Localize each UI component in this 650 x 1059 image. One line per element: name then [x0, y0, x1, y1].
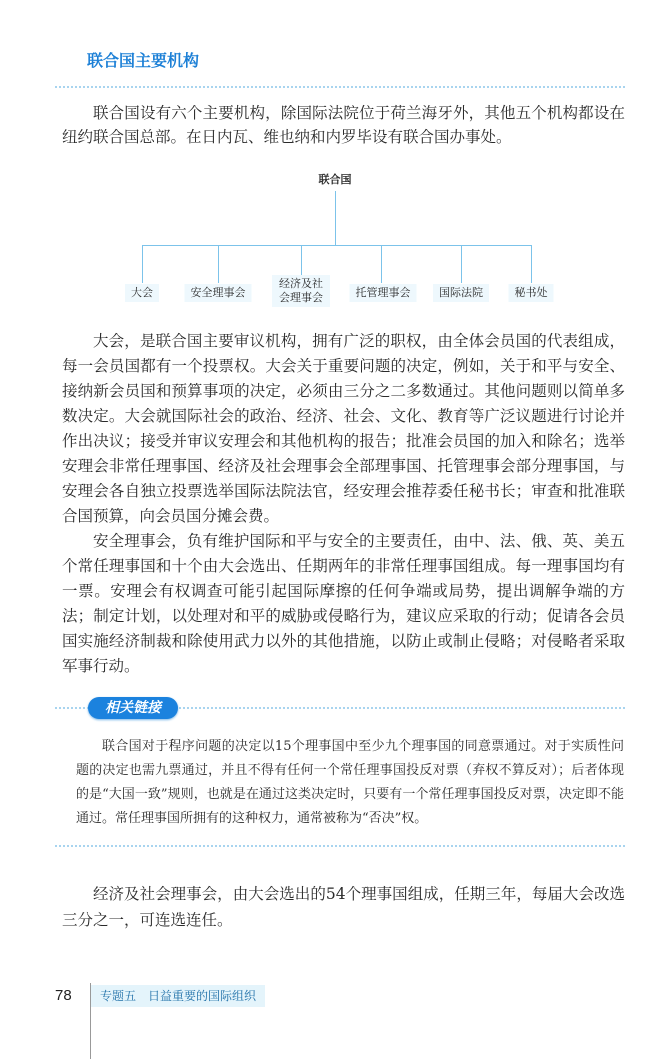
body-paragraphs: [62, 329, 625, 679]
paragraph-general-assembly: 大会，是联合国主要审议机构，拥有广泛的职权，由全体会员国的代表组成，每一会员国都有一个投票权。大会关于重要问题的决定，例如，关于和平与安全、接纳新会员国和预算事项的决定，必须由三分之二多数通过。其他问题则以简单多数决定。大会就国际社会的政治、经济、社会、文化、教育等广泛议题进行讨论并作出决议；接受并审议安理会和其他机构的报告；批准会员国的加入和除名；选举安理会非常任理事国、经济及社会理事会全部理事国、托管理事会部分理事国，与安理会各自独立投票选举国际法院法官，经安理会推荐委任秘书长；审查和批准联合国预算，向会员国分摊会费。: [62, 332, 625, 525]
org-node: 秘书处: [509, 284, 554, 302]
org-node: 国际法院: [433, 284, 489, 302]
connector: [335, 191, 336, 245]
connector: [218, 245, 219, 283]
connector: [142, 245, 532, 246]
related-link-text: 联合国对于程序问题的决定以15个理事国中至少九个理事国的同意票通过。对于实质性问题的决定也需九票通过，并且不得有任何一个常任理事国投反对票（弃权不算反对）；后者体现的是“大国一致”规则，也就是在通过这类决定时，只要有一个常任理事国投反对票，决定即不能通过。常任理事国所拥有的这种权力，通常被称为“否决”权。: [76, 739, 624, 826]
connector: [142, 245, 143, 283]
related-link-header: [55, 697, 625, 721]
page-footer: [0, 983, 625, 1059]
divider: [55, 86, 625, 88]
intro-paragraph: 联合国设有六个主要机构，除国际法院位于荷兰海牙外，其他五个机构都设在纽约联合国总部。在日内瓦、维也纳和内罗毕设有联合国办事处。: [62, 104, 625, 146]
org-node: 安全理事会: [185, 284, 252, 302]
chapter-title: 专题五 日益重要的国际组织: [91, 985, 265, 1007]
paragraph-security-council: 安全理事会，负有维护国际和平与安全的主要责任，由中、法、俄、英、美五个常任理事国和十个由大会选出、任期两年的非常任理事国组成。每一理事国均有一票。安理会有权调查可能引起国际摩擦的任何争端或局势，提出调解争端的方法；制定计划，以处理对和平的威胁或侵略行为，建议应采取的行动；促请各会员国实施经济制裁和除使用武力以外的其他措施，以防止或制止侵略；对侵略者采取军事行动。: [62, 532, 625, 675]
un-org-chart: [0, 167, 650, 317]
org-node: 大会: [125, 284, 159, 302]
org-node: 经济及社会理事会: [272, 275, 330, 307]
related-link-badge: 相关链接: [88, 697, 178, 719]
divider: [55, 845, 625, 847]
org-node: 托管理事会: [350, 284, 417, 302]
closing-paragraph: 经济及社会理事会，由大会选出的54个理事国组成，任期三年，每届大会改选三分之一，可连选连任。: [62, 885, 625, 929]
connector: [301, 245, 302, 275]
org-root: 联合国: [318, 173, 352, 186]
page-number: 78: [55, 987, 72, 1004]
section-title: 联合国主要机构: [87, 51, 200, 70]
connector: [461, 245, 462, 283]
connector: [381, 245, 382, 283]
connector: [531, 245, 532, 283]
